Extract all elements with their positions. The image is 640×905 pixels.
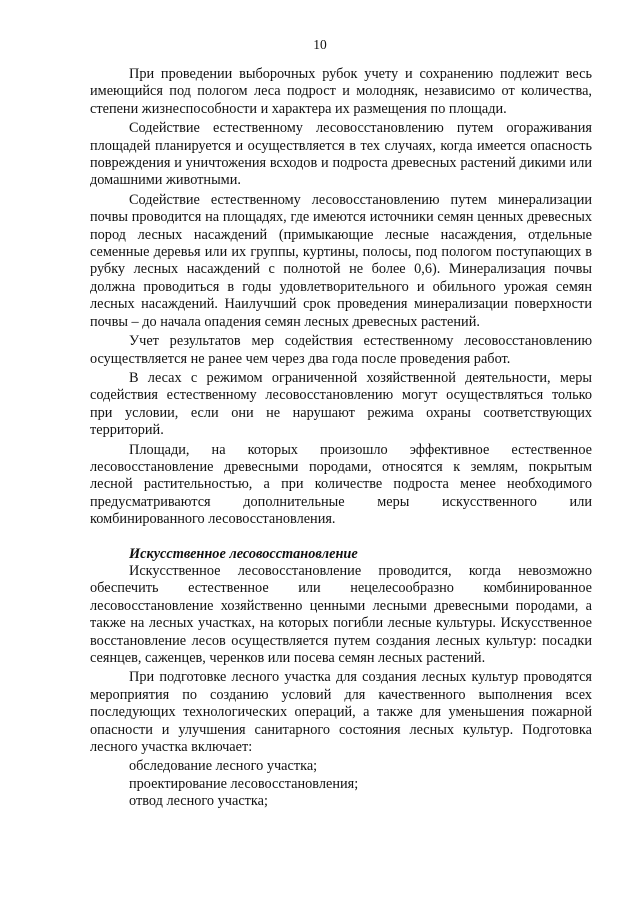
paragraph-site-preparation: При подготовке лесного участка для создания лесных культур проводятся мероприятия по созданию условий для качественного выполнения всех последующих технологических операций, а также для уменьшения пожарной опасности и улучшения санитарного состояния лесных культур. Подготовка лесного участка включает: [90, 669, 592, 756]
list-item: проектирование лесовосстановления; [129, 775, 359, 792]
paragraph-restricted-forests: В лесах с режимом ограниченной хозяйственной деятельности, меры содействия естественному лесовосстановлению могут осуществляться только при условии, если они не нарушают режима охраны соответствующих территорий. [90, 369, 592, 439]
paragraph-fencing: Содействие естественному лесовосстановлению путем огораживания площадей планируется и осуществляется в тех случаях, когда имеется опасность повреждения и уничтожения всходов и подроста древесных растений дикими или домашними животными. [90, 120, 592, 189]
document-body [90, 66, 592, 811]
paragraph-results-accounting: Учет результатов мер содействия естественному лесовосстановлению осуществляется не ранее чем через два года после проведения работ. [90, 333, 592, 367]
list-item: отвод лесного участка; [129, 793, 268, 810]
paragraph-effective-restoration: Площади, на которых произошло эффективное естественное лесовосстановление древесными породами, относятся к землям, покрытым лесной растительностью, а при количестве подроста менее необходимого предусматриваются дополнительные меры искусственного или комбинированного лесовосстановления. [90, 441, 592, 528]
paragraph-soil-mineralization: Содействие естественному лесовосстановлению путем минерализации почвы проводится на площадях, где имеются источники семян ценных древесных пород лесных насаждений (примыкающие лесные насаждения, отдельные семенные деревья или их группы, куртины, полосы, под пологом поступающих в рубку лесных насаждений с полнотой не более 0,6). Минерализация почвы должна проводиться в годы удовлетворительного и обильного урожая семян лесных насаждений. Наилучший срок проведения минерализации поверхности почвы – до начала опадения семян лесных древесных растений. [90, 191, 592, 330]
list-item: обследование лесного участка; [129, 758, 318, 775]
paragraph-undergrowth-accounting: При проведении выборочных рубок учету и сохранению подлежит весь имеющийся под пологом леса подрост и молодняк, независимо от количества, степени жизнеспособности и характера их размещения по площади. [90, 66, 592, 117]
paragraph-artificial-restoration: Искусственное лесовосстановление проводится, когда невозможно обеспечить естественное или нецелесообразно комбинированное лесовосстановление хозяйственно ценными лесными древесными породами, а также на лесных участках, на которых погибли лесные культуры. Искусственное восстановление лесов осуществляется путем создания лесных культур: посадки сеянцев, саженцев, черенков или посева семян лесных растений. [90, 562, 592, 666]
page-number: 10 [313, 37, 327, 52]
section-heading: Искусственное лесовосстановление [129, 545, 358, 562]
